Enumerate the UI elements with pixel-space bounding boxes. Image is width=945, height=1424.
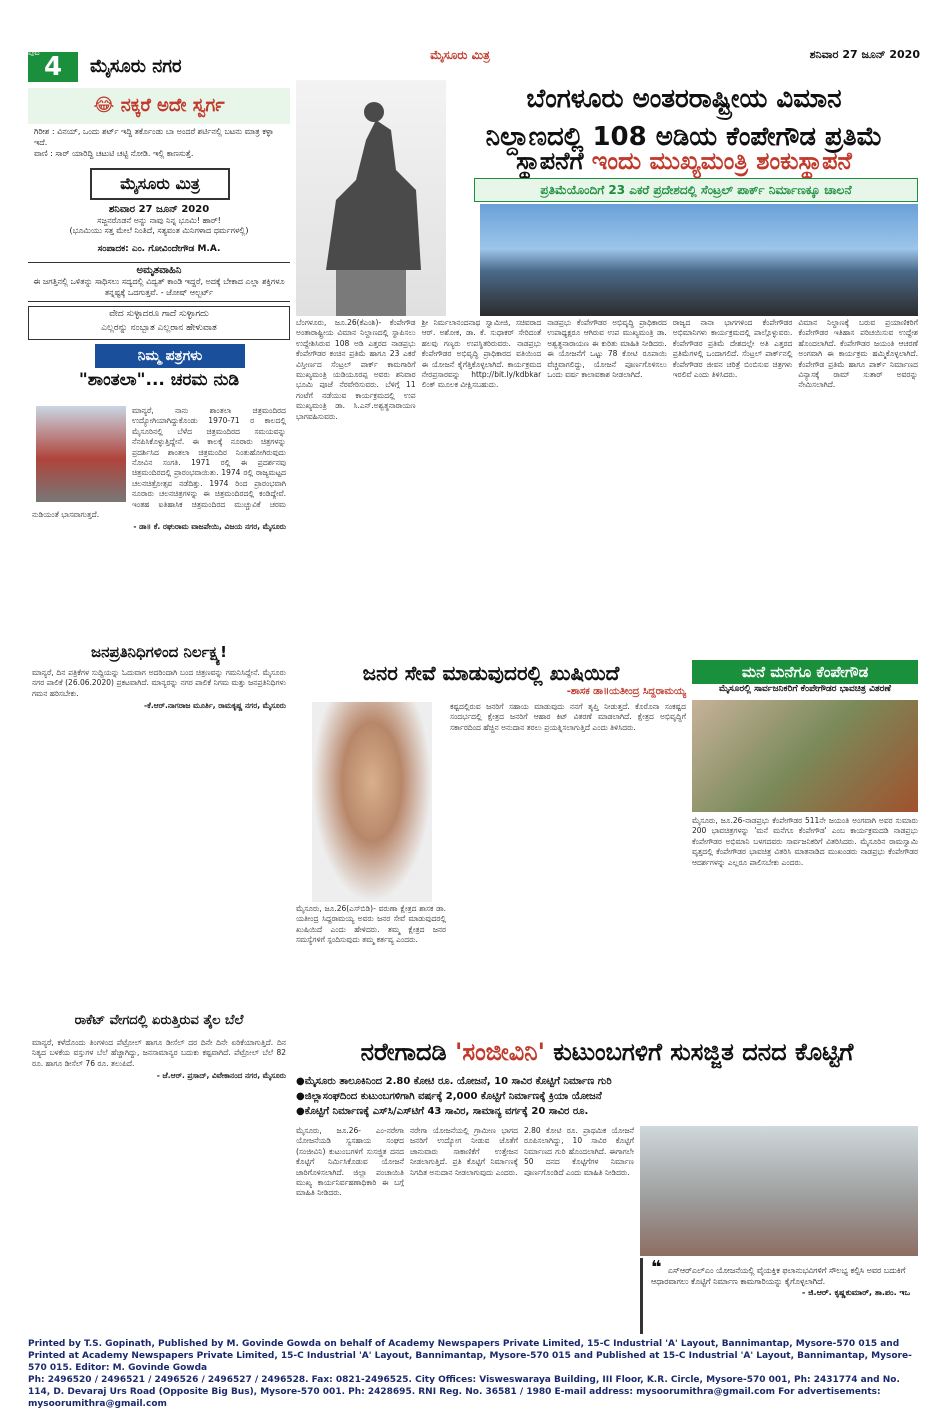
- masthead: ಮೈಸೂರು ಮಿತ್ರ: [430, 48, 490, 62]
- joke-line: ಗಿರೀಶ : ವಿನಯ್, ಒಂದು ಶರ್ಟ್ ಇದ್ದಿ ತರ್ಕೊಂಡು ಬಾ ಅಂದರೆ ಶರ್ಟಿನಲ್ಲಿ ಬಟನು ಮಾತ್ರ ಕಳ್ಳಾ ಇದೆ.: [34, 127, 274, 147]
- pleasure-col1: ಮೈಸೂರು, ಜೂ.26(ಎಸ್‌ಬಿಡಿ)- ವರುಣಾ ಕ್ಷೇತ್ರದ ಶಾಸಕ ಡಾ. ಯತೀಂದ್ರ ಸಿದ್ದರಾಮಯ್ಯ ಅವರು ಜನರ ಸೇವೆ ಮಾಡುವುದರಲ್ಲಿ ಖುಷಿಯಿದೆ ಎಂದು ಹೇಳಿದರು. ತಮ್ಮ ಕ್ಷೇತ್ರದ ಜನರ ಸಮಸ್ಯೆಗಳಿಗೆ ಸ್ಪಂದಿಸುವುದು ತಮ್ಮ ಕರ್ತವ್ಯ ಎಂದರು.: [296, 904, 446, 945]
- lead-article-body: [296, 318, 918, 658]
- laughing-face-icon: 😂: [93, 95, 121, 116]
- amrutha-box: [28, 262, 290, 302]
- lead-headline: ಬೆಂಗಳೂರು ಅಂತರರಾಷ್ಟ್ರೀಯ ವಿಮಾನ ನಿಲ್ದಾಣದಲ್ಲಿ 108 ಅಡಿಯ ಕೆಂಪೇಗೌಡ ಪ್ರತಿಮೆ: [485, 84, 883, 152]
- lead-column: ರಾಜ್ಯದ ನಾನಾ ಭಾಗಗಳಿಂದ ಕೆಂಪೇಗೌಡರ ಅಭಿಮಾನಿಗಳು ಕಾರ್ಯಕ್ರಮದಲ್ಲಿ ಪಾಲ್ಗೊಳ್ಳುವರು. ಕೆಂಪೇಗೌಡರ ಪ್ರತಿಮೆ ದೇಶದಲ್ಲೇ ಅತಿ ಎತ್ತರದ ಪ್ರತಿಮೆಗಳಲ್ಲಿ ಒಂದಾಗಲಿದೆ. ಸೆಂಟ್ರಲ್ ಪಾರ್ಕ್‌ನಲ್ಲಿ ಕೆಂಪೇಗೌಡರ ಜೀವನ ಚರಿತ್ರೆ ಬಿಂಬಿಸುವ ಚಿತ್ರಗಳು ಇರಲಿವೆ ಎಂದು ತಿಳಿಸಿದರು.: [672, 318, 793, 380]
- nrega-bullet: ●ಜಿಲ್ಲಾಸಂಘದಿಂದ ಕುಟುಂಬಗಳಿಗಾಗಿ ವರ್ಷಕ್ಕೆ 2,000 ಕೊಟ್ಟಿಗೆ ನಿರ್ಮಾಣಕ್ಕೆ ಕ್ರಿಯಾ ಯೋಜನೆ: [296, 1091, 602, 1102]
- lead-column: ಶ್ರೀ ನಿರ್ಮಲಾನಂದನಾಥ ಸ್ವಾಮೀಜಿ, ಸಚಿವರಾದ ಆರ್. ಅಶೋಕ, ಡಾ. ಕೆ. ಸುಧಾಕರ್ ಸೇರಿದಂತೆ ಹಲವು ಗಣ್ಯರು ಉಪಸ್ಥಿತರಿರುವರು. ನಾಡಪ್ರಭು ಕೆಂಪೇಗೌಡರ ಅಭಿವೃದ್ಧಿ ಪ್ರಾಧಿಕಾರದ ವತಿಯಿಂದ ಈ ಯೋಜನೆ ಕೈಗೆತ್ತಿಕೊಳ್ಳಲಾಗಿದೆ. ಕಾರ್ಯಕ್ರಮದ ನೇರಪ್ರಸಾರವನ್ನು http://bit.ly/kdbkar ಲಿಂಕ್ ಮೂಲಕ ವೀಕ್ಷಿಸಬಹುದು.: [421, 318, 542, 390]
- lead-column: ನಾಡಪ್ರಭು ಕೆಂಪೇಗೌಡರ ಅಭಿವೃದ್ಧಿ ಪ್ರಾಧಿಕಾರದ ಉಪಾಧ್ಯಕ್ಷರೂ ಆಗಿರುವ ಉಪ ಮುಖ್ಯಮಂತ್ರಿ ಡಾ. ಅಶ್ವತ್ಥನಾರಾಯಣ ಈ ಕುರಿತು ಮಾಹಿತಿ ನೀಡಿದರು. ಈ ಯೋಜನೆಗೆ ಒಟ್ಟು 78 ಕೋಟಿ ರೂಪಾಯಿ ವೆಚ್ಚವಾಗಲಿದ್ದು, ಯೋಜನೆ ಪೂರ್ಣಗೊಳಿಸಲು ಒಂದು ವರ್ಷ ಕಾಲಾವಕಾಶ ನೀಡಲಾಗಿದೆ.: [547, 318, 667, 380]
- nrega-headline: ನರೇಗಾದಡಿ 'ಸಂಜೀವಿನಿ' ಕುಟುಂಬಗಳಿಗೆ ಸುಸಜ್ಜಿತ ದನದ ಕೊಟ್ಟಿಗೆ: [360, 1038, 854, 1066]
- letter1-body: ಮಾನ್ಯರೆ, ನಾನು ಶಾಂತಲಾ ಚಿತ್ರಮಂದಿರದ ಉದ್ಯೋಗಿಯಾಗಿದ್ದುಕೊಂಡು 1970-71 ರ ಕಾಲದಲ್ಲಿ ಮೈಸೂರಿನಲ್ಲಿ ಬೆಳೆದ ಚಿತ್ರಮಂದಿರದ ಸಮಯವನ್ನು ನೆನಪಿಸಿಕೊಳ್ಳುತ್ತಿದ್ದೇನೆ. ಈ ಕಾಲಕ್ಕೆ ನೂರಾರು ಚಿತ್ರಗಳನ್ನು ಪ್ರದರ್ಶಿಸಿದ ಶಾಂತಲಾ ಚಿತ್ರಮಂದಿರ ನಿಂತುಹೋಗಿರುವುದು ನೋವಿನ ಸಂಗತಿ. 1971 ರಲ್ಲಿ ಈ ಪ್ರದರ್ಶನವು ಚಿತ್ರಮಂದಿರದಲ್ಲಿ ಪ್ರಾರಂಭವಾಯಿತು. 1974 ರಲ್ಲಿ ರಾಜ್ಯಮಟ್ಟದ ಚಲನಚಿತ್ರೋತ್ಸವ ನಡೆದಿತ್ತು. 1974 ರಿಂದ ಪ್ರಾರಂಭವಾಗಿ ನೂರಾರು ಚಲನಚಿತ್ರಗಳನ್ನು ಈ ಚಿತ್ರಮಂದಿರದಲ್ಲಿ ಕಂಡಿದ್ದೇವೆ. ಇಂತಹ ಐತಿಹಾಸಿಕ ಚಿತ್ರಮಂದಿರದ ಮುಚ್ಚುವಿಕೆ ಚರಮ ನುಡಿಯಂತೆ ಭಾಸವಾಗುತ್ತದೆ. - ಡಾ॥ ಕೆ. ರಘುರಾಮ ವಾಜಪೇಯಿ, ವಿಜಯ ನಗರ, ಮೈಸೂರು: [32, 406, 286, 532]
- veda-text: ಎಲ್ಲರನ್ನು ನಂಬ್ಬಾತ ಎಲ್ಲರಾನ ಹೇಳುವಾತ: [101, 323, 217, 333]
- pleasure-headline: ಜನರ ಸೇವೆ ಮಾಡುವುದರಲ್ಲಿ ಖುಷಿಯಿದೆ: [362, 661, 620, 685]
- airport-terminal-photo: [480, 204, 918, 316]
- letter3-body: ಮಾನ್ಯರೆ, ಕಳೆದೊಂದು ತಿಂಗಳಿಂದ ಪೆಟ್ರೋಲ್ ಹಾಗೂ ಡೀಸೆಲ್ ದರ ದಿನೇ ದಿನೇ ಏರಿಕೆಯಾಗುತ್ತಿದೆ. ದಿನ ನಿತ್ಯದ ಬಳಕೆಯ ವಸ್ತುಗಳ ಬೆಲೆ ಹೆಚ್ಚಾಗಿದ್ದು, ಜನಸಾಮಾನ್ಯರ ಬದುಕು ಕಷ್ಟವಾಗಿದೆ. ಪೆಟ್ರೋಲ್ ಬೆಲೆ 82 ರೂ. ಹಾಗೂ ಡೀಸೆಲ್ 76 ರೂ. ತಲುಪಿದೆ. - ಜೆ.ಆರ್. ಪ್ರಸಾದ್, ವಿವೇಕಾನಂದ ನಗರ, ಮೈಸೂರು: [32, 1038, 286, 1081]
- nrega-col3: 2.80 ಕೋಟಿ ರೂ. ಪ್ರಾಥಮಿಕ ಯೋಜನೆ ರೂಪಿಸಲಾಗಿದ್ದು, 10 ಸಾವಿರ ಕೊಟ್ಟಿಗೆ ನಿರ್ಮಾಣದ ಗುರಿ ಹೊಂದಲಾಗಿದೆ. ಈಗಾಗಲೇ 50 ದನದ ಕೊಟ್ಟಿಗೆಗಳ ನಿರ್ಮಾಣ ಪೂರ್ಣಗೊಂಡಿದೆ ಎಂದು ಮಾಹಿತಿ ನೀಡಿದರು.: [524, 1126, 634, 1177]
- masthead-date: ಶನಿವಾರ 27 ಜೂನ್ 2020: [108, 204, 210, 215]
- dateline: ಶನಿವಾರ 27 ಜೂನ್ 2020: [809, 48, 920, 61]
- letter1-title-wrap: [28, 370, 290, 400]
- amrutha-title: ಅಮೃತವಾಹಿನಿ: [136, 265, 182, 276]
- pleasure-byline: -ಶಾಸಕ ಡಾ॥ಯತೀಂದ್ರ ಸಿದ್ದರಾಮಯ್ಯ: [566, 686, 686, 697]
- veda-box: [28, 306, 290, 340]
- lead-column: ವಿಮಾನ ನಿಲ್ದಾಣಕ್ಕೆ ಬರುವ ಪ್ರಯಾಣಿಕರಿಗೆ ಕೆಂಪೇಗೌಡರ ಇತಿಹಾಸ ಪರಿಚಯಿಸುವ ಉದ್ದೇಶ ಹೊಂದಲಾಗಿದೆ. ಕೆಂಪೇಗೌಡರ ಜಯಂತಿ ಆಚರಣೆ ಅಂಗವಾಗಿ ಈ ಕಾರ್ಯಕ್ರಮ ಹಮ್ಮಿಕೊಳ್ಳಲಾಗಿದೆ. ಕೆಂಪೇಗೌಡ ಪ್ರತಿಮೆ ಹಾಗೂ ಪಾರ್ಕ್ ನಿರ್ಮಾಣದ ವಿನ್ಯಾಸಕ್ಕೆ ರಾಮ್ ಸುತಾರ್ ಅವರನ್ನು ನೇಮಿಸಲಾಗಿದೆ.: [798, 318, 918, 390]
- kempegowda-statue-photo: [296, 80, 446, 316]
- nrega-bullets: [296, 1074, 918, 1124]
- pleasure-col2: ಕಷ್ಟದಲ್ಲಿರುವ ಜನರಿಗೆ ಸಹಾಯ ಮಾಡುವುದು ನನಗೆ ತೃಪ್ತಿ ನೀಡುತ್ತದೆ. ಕೊರೊನಾ ಸಂಕಷ್ಟದ ಸಂದರ್ಭದಲ್ಲಿ ಕ್ಷೇತ್ರದ ಜನರಿಗೆ ಆಹಾರ ಕಿಟ್ ವಿತರಣೆ ಮಾಡಲಾಗಿದೆ. ಕ್ಷೇತ್ರದ ಅಭಿವೃದ್ಧಿಗೆ ಸರ್ಕಾರದಿಂದ ಹೆಚ್ಚಿನ ಅನುದಾನ ತರಲು ಪ್ರಯತ್ನಿಸಲಾಗುತ್ತಿದೆ ಎಂದು ತಿಳಿಸಿದರು.: [450, 702, 686, 732]
- nrega-quote: ❝ ಎಸ್‌ಆರ್‌ಎಲ್‌ಎಂ ಯೋಜನೆಯಲ್ಲಿ ವೈಯಕ್ತಿಕ ಫಲಾನುಭವಿಗಳಿಗೆ ಸೌಲಭ್ಯ ಕಲ್ಪಿಸಿ ಅವರ ಬದುಕಿಗೆ ಆಧಾರವಾಗಲು ಕೊಟ್ಟಿಗೆ ನಿರ್ಮಾಣ ಕಾಮಗಾರಿಯನ್ನು ಕೈಗೊಳ್ಳಲಾಗಿದೆ. - ಜಿ.ಆರ್. ಕೃಷ್ಣಕುಮಾರ್, ತಾ.ಪಂ. ಇಒ: [640, 1258, 918, 1334]
- nrega-bullet: ●ಕೊಟ್ಟಿಗೆ ನಿರ್ಮಾಣಕ್ಕೆ ಎಸ್‌ಸಿ/ಎಸ್‌ಟಿಗೆ 43 ಸಾವಿರ, ಸಾಮಾನ್ಯ ವರ್ಗಕ್ಕೆ 20 ಸಾವಿರ ರೂ.: [296, 1106, 589, 1117]
- letter3-signature: - ಜೆ.ಆರ್. ಪ್ರಸಾದ್, ವಿವೇಕಾನಂದ ನಗರ, ಮೈಸೂರು: [156, 1071, 286, 1081]
- section-title: ಮೈಸೂರು ನಗರ: [90, 56, 182, 77]
- letter1-signature: - ಡಾ॥ ಕೆ. ರಘುರಾಮ ವಾಜಪೇಯಿ, ವಿಜಯ ನಗರ, ಮೈಸೂರು: [133, 522, 286, 532]
- cattle-shed-photo: [640, 1126, 918, 1256]
- portrait-distribution-photo: [692, 700, 918, 812]
- letter2-title: ಜನಪ್ರತಿನಿಧಿಗಳಿಂದ ನಿರ್ಲಕ್ಷ್ಯ!: [91, 643, 227, 661]
- nrega-bullet: ●ಮೈಸೂರು ತಾಲೂಕಿನಿಂದ 2.80 ಕೋಟಿ ರೂ. ಯೋಜನೆ, 10 ಸಾವಿರ ಕೊಟ್ಟಿಗೆ ನಿರ್ಮಾಣ ಗುರಿ: [296, 1076, 612, 1087]
- joke-body: [28, 124, 290, 168]
- quote-signature: - ಜಿ.ಆರ್. ಕೃಷ್ಣಕುಮಾರ್, ತಾ.ಪಂ. ಇಒ: [802, 1288, 910, 1297]
- kempe-body: ಮೈಸೂರು, ಜೂ.26-ನಾಡಪ್ರಭು ಕೆಂಪೇಗೌಡರ 511ನೇ ಜಯಂತಿ ಅಂಗವಾಗಿ ಅವರ ಸುಮಾರು 200 ಭಾವಚಿತ್ರಗಳನ್ನು 'ಮನೆ ಮನೆಗೂ ಕೆಂಪೇಗೌಡ' ಎಂಬ ಕಾರ್ಯಕ್ರಮದಡಿ ನಾಡಪ್ರಭು ಕೆಂಪೇಗೌಡರ ಅಭಿಮಾನಿ ಬಳಗದವರು ಸಾರ್ವಜನಿಕರಿಗೆ ವಿತರಿಸಿದರು. ಮೈಸೂರಿನ ರಾಮಸ್ವಾಮಿ ವೃತ್ತದಲ್ಲಿ ಕೆಂಪೇಗೌಡರ ಭಾವಚಿತ್ರ ವಿತರಿಸಿ ಮಾತನಾಡಿದ ಮುಖಂಡರು ನಾಡಪ್ರಭು ಕೆಂಪೇಗೌಡರ ಆದರ್ಶಗಳನ್ನು ಎಲ್ಲರೂ ಪಾಲಿಸಬೇಕು ಎಂದರು.: [692, 816, 918, 867]
- mla-portrait-photo: [312, 702, 432, 902]
- page-number: 4: [43, 52, 63, 82]
- masthead-logo: ಮೈಸೂರು ಮಿತ್ರ: [90, 168, 230, 200]
- lead-subheadline: ಪ್ರತಿಮೆಯೊಂದಿಗೆ 23 ಎಕರೆ ಪ್ರದೇಶದಲ್ಲಿ ಸೆಂಟ್ರಲ್ ಪಾರ್ಕ್ ನಿರ್ಮಾಣಕ್ಕೂ ಚಾಲನೆ: [474, 178, 918, 202]
- masthead-tagline: ಸಜ್ಜನರೊಡನೆ ಅನ್ನು ನಾವು ನಿನ್ನ ಭೂಮಿ! ಹಾರ್! (ಭೂಮಿಯು ಸತ್ತ ಮೇಲೆ ನಿಂತಿದೆ, ಸತ್ಯವಂತ ಮಿನಿಗಳಾದ ಧರ್ಮಗಳಲ್ಲಿ): [69, 216, 249, 235]
- letter3-title: ರಾಕೆಟ್ ವೇಗದಲ್ಲಿ ಏರುತ್ತಿರುವ ತೈಲ ಬೆಲೆ: [74, 1013, 244, 1028]
- lead-column: ಬೆಂಗಳೂರು, ಜೂ.26(ಕೆಎಂಶಿ)- ಕೆಂಪೇಗೌಡ ಅಂತಾರಾಷ್ಟ್ರೀಯ ವಿಮಾನ ನಿಲ್ದಾಣದಲ್ಲಿ ಸ್ಥಾಪಿಸಲು ಉದ್ದೇಶಿಸಿರುವ 108 ಅಡಿ ಎತ್ತರದ ನಾಡಪ್ರಭು ಕೆಂಪೇಗೌಡರ ಕಂಚಿನ ಪ್ರತಿಮೆ ಹಾಗೂ 23 ಎಕರೆ ವಿಸ್ತೀರ್ಣದ ಸೆಂಟ್ರಲ್ ಪಾರ್ಕ್ ಕಾಮಗಾರಿಗೆ ಮುಖ್ಯಮಂತ್ರಿ ಯಡಿಯೂರಪ್ಪ ಅವರು ಶನಿವಾರ ಭೂಮಿ ಪೂಜೆ ನೆರವೇರಿಸುವರು. ಬೆಳಿಗ್ಗೆ 11 ಗಂಟೆಗೆ ನಡೆಯುವ ಕಾರ್ಯಕ್ರಮದಲ್ಲಿ ಉಪ ಮುಖ್ಯಮಂತ್ರಿ ಡಾ. ಸಿ.ಎನ್.ಅಶ್ವತ್ಥನಾರಾಯಣ ಭಾಗವಹಿಸುವರು.: [296, 318, 416, 421]
- veda-title: ವೇದ ಸುಳ್ಳಾದರೂ ಗಾದೆ ಸುಳ್ಳಾಗದು: [109, 309, 209, 319]
- letter2-body: ಮಾನ್ಯರೆ, ದಿನ ಪತ್ರಿಕೆಗಳ ಸುದ್ದಿಯನ್ನು ಓದುವಾಗ ಅದರಿಂದಾಗಿ ಬಂದ ಚಿತ್ರಣವನ್ನು ಗಮನಿಸಿದ್ದೇನೆ. ಮೈಸೂರು ನಗರ ಪಾಲಿಕೆ (26.06.2020) ಪ್ರಕಟವಾಗಿದೆ. ಮಾನ್ಯರನ್ನು ನಗರ ಪಾಲಿಕೆ ನಿಗಮ ಮತ್ತು ಜನಪ್ರತಿನಿಧಿಗಳು ಗಮನ ಹರಿಸಬೇಕು. -ಕೆ.ಆರ್.ನಾಗರಾಜ ಮೂರ್ತಿ, ರಾಮಕೃಷ್ಣ ನಗರ, ಮೈಸೂರು: [32, 668, 286, 711]
- lead-headline-line3: ಸ್ಥಾಪನೆಗೆ ಇಂದು ಮುಖ್ಯಮಂತ್ರಿ ಶಂಕುಸ್ಥಾಪನೆ: [516, 147, 852, 175]
- amrutha-text: ಈ ಜಗತ್ತಿನಲ್ಲಿ ಒಳಿತನ್ನು ಸಾಧಿಸಲು ಸದ್ಯದಲ್ಲಿ ವಿದ್ವತ್ ಕಾಂಡಿ ಇದ್ದರೆ, ಅದಕ್ಕೆ ಬೇಕಾದ ಎಲ್ಲಾ ಶಕ್ತಿಗಳೂ ತನ್ನಷ್ಟಕ್ಕೆ ಒದಗುತ್ತವೆ. - ಜೋಷ್ ಆಲ್ಬರ್ಟ್: [33, 277, 285, 297]
- kempe-headline: ಮನೆ ಮನೆಗೂ ಕೆಂಪೇಗೌಡ: [692, 660, 918, 684]
- quote-mark-icon: ❝: [651, 1257, 668, 1278]
- horse-statue-icon: [296, 80, 446, 316]
- letter2-signature: -ಕೆ.ಆರ್.ನಾಗರಾಜ ಮೂರ್ತಿ, ರಾಮಕೃಷ್ಣ ನಗರ, ಮೈಸೂರು: [144, 701, 286, 711]
- editor-line: ಸಂಪಾದಕ: ಎಂ. ಗೋವಿಂದೇಗೌಡ M.A.: [97, 244, 221, 254]
- nrega-col1: ಮೈಸೂರು, ಜೂ.26- ಎಂ-ನರೇಗಾ ಯೋಜನೆಯಡಿ ಸ್ವಸಹಾಯ ಸಂಘದ (ಸಂಜೀವಿನಿ) ಕುಟುಂಬಗಳಿಗೆ ಸುಸಜ್ಜಿತ ದನದ ಕೊಟ್ಟಿಗೆ ನಿರ್ಮಿಸಿಕೊಡುವ ಯೋಜನೆ ಜಾರಿಗೊಳಿಸಲಾಗಿದೆ. ಜಿಲ್ಲಾ ಪಂಚಾಯಿತಿ ಮುಖ್ಯ ಕಾರ್ಯನಿರ್ವಹಣಾಧಿಕಾರಿ ಈ ಬಗ್ಗೆ ಮಾಹಿತಿ ನೀಡಿದರು.: [296, 1126, 404, 1198]
- joke-line: ವಾಣಿ : ಸಾರ್ ಯಾರಿದ್ದಿ ಚಟುಟಿ ಚಟ್ಟಿ ನೋಡಿ. ಇಲ್ಲಿ ಕಾಣಸುತ್ತೆ.: [34, 149, 194, 158]
- imprint-footer: Printed by T.S. Gopinath, Published by M. Govinde Gowda on behalf of Academy Newspapers Private Limited, 15-C Industrial 'A' Layout, Bannimantap, Mysore-570 015 and Printed at Academy Newspapers Private Limited, 15-C Industrial 'A' Layout, Bannimantap, Mysore-570 015 and Published at 15-C Industrial 'A' Layout, Bannimantap, Mysore-570 015. Editor: M. Govinde Gowda Ph: 2496520 / 2496521 / 2496526 / 2496527 / 2496528. Fax: 0821-2496525. City Offices: Visweswaraya Building, III Floor, K.R. Circle, Mysore-570 001, Ph: 2431774 and No. 114, D. Devaraj Urs Road (Opposite Big Bus), Mysore-570 001. Ph: 2428695. RNI Reg. No. 36581 / 1980 E-mail address: mysoorumithra@gmail.com For advertisements: mysoorumithra@gmail.com: [28, 1339, 912, 1409]
- joke-title: 😂 ನಕ್ಕರೆ ಅದೇ ಸ್ವರ್ಗ: [28, 88, 290, 124]
- page-label: ಪುಟ: [28, 48, 40, 57]
- letter1-title: "ಶಾಂತಲಾ"... ಚರಮ ನುಡಿ: [78, 370, 240, 390]
- kempe-subheadline: ಮೈಸೂರಲ್ಲಿ ಸಾರ್ವಜನಿಕರಿಗೆ ಕೆಂಪೇಗೌಡರ ಭಾವಚಿತ್ರ ವಿತರಣೆ: [719, 684, 891, 694]
- nrega-col2: ನರೇಗಾ ಯೋಜನೆಯಲ್ಲಿ ಗ್ರಾಮೀಣ ಭಾಗದ ಜನರಿಗೆ ಉದ್ಯೋಗ ನೀಡುವ ಜೊತೆಗೆ ಜಾನುವಾರು ಸಾಕಾಣಿಕೆಗೆ ಉತ್ತೇಜನ ನೀಡಲಾಗುತ್ತಿದೆ. ಪ್ರತಿ ಕೊಟ್ಟಿಗೆ ನಿರ್ಮಾಣಕ್ಕೆ ನಿಗದಿತ ಅನುದಾನ ನೀಡಲಾಗುವುದು ಎಂದರು.: [410, 1126, 518, 1177]
- letters-section-title: ನಿಮ್ಮ ಪತ್ರಗಳು: [95, 344, 245, 368]
